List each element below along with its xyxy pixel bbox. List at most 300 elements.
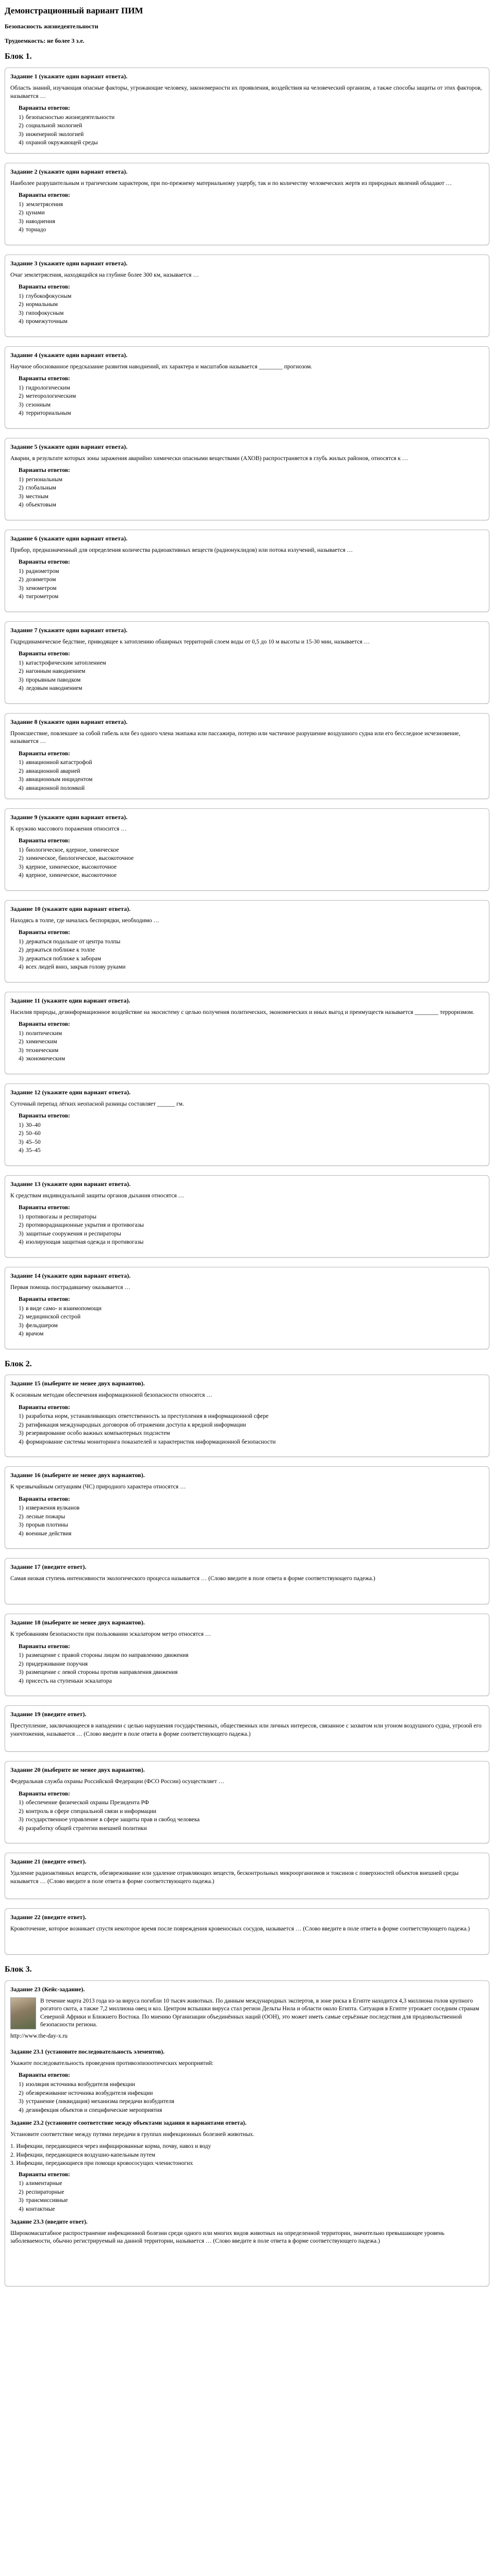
answers-label: Варианты ответов: bbox=[19, 929, 70, 936]
answers-block bbox=[19, 192, 484, 234]
answer-option[interactable] bbox=[19, 2090, 484, 2098]
task-question-text: Очаг землетрясения, находящийся на глубине более 300 км, называется … bbox=[10, 272, 199, 278]
answer-option[interactable] bbox=[19, 1322, 484, 1330]
answers-label: Варианты ответов: bbox=[19, 192, 70, 199]
answer-option[interactable] bbox=[19, 1504, 484, 1513]
block-2-title: Блок 2. bbox=[5, 1359, 32, 1368]
task-question-text: Аварии, в результате которых зоны заражения аварийно химически опасными веществами (АХОВ) распространяется в глубь жилых районов, относятся к … bbox=[10, 455, 408, 462]
answer-text: военные действия bbox=[26, 1530, 72, 1537]
subtask-23-2-answer-list bbox=[19, 2180, 484, 2213]
answers-block bbox=[19, 929, 484, 972]
answer-text: фельдшером bbox=[26, 1322, 58, 1329]
answer-text: ядерное, химическое, высокоточное bbox=[26, 872, 117, 879]
answer-number: 4) bbox=[19, 1331, 24, 1337]
task-card bbox=[5, 1375, 489, 1457]
answer-option[interactable] bbox=[19, 855, 484, 863]
answer-text: политическим bbox=[26, 1030, 62, 1037]
answers-label: Варианты ответов: bbox=[19, 376, 70, 382]
answer-number: 1) bbox=[19, 293, 24, 299]
answers-block bbox=[19, 558, 484, 601]
answer-text: тигрометром bbox=[26, 594, 59, 600]
answer-text: промежуточным bbox=[26, 318, 68, 325]
answer-option[interactable] bbox=[19, 1652, 484, 1660]
answer-option[interactable] bbox=[19, 768, 484, 776]
answer-text: радиометром bbox=[26, 568, 59, 574]
answer-option[interactable] bbox=[19, 1430, 484, 1438]
answer-number: 1) bbox=[19, 938, 24, 945]
subtask-23-1-answer-list bbox=[19, 2081, 484, 2114]
answer-option[interactable] bbox=[19, 209, 484, 217]
answer-text: наводнения bbox=[26, 218, 55, 225]
answer-number: 2) bbox=[19, 855, 24, 862]
answer-text: защитные сооружения и респираторы bbox=[26, 1230, 121, 1237]
answer-number: 3) bbox=[19, 776, 24, 783]
answer-number: 2) bbox=[19, 393, 24, 400]
answer-option[interactable] bbox=[19, 946, 484, 955]
answer-option[interactable] bbox=[19, 1047, 484, 1055]
task-card bbox=[5, 255, 489, 337]
answer-number: 2) bbox=[19, 1039, 24, 1045]
answer-option[interactable] bbox=[19, 201, 484, 209]
subject-line: Безопасность жизнедеятельности bbox=[5, 22, 98, 30]
task-card bbox=[5, 163, 489, 245]
answer-option[interactable] bbox=[19, 1421, 484, 1430]
answer-option[interactable] bbox=[19, 1825, 484, 1833]
answer-option[interactable] bbox=[19, 122, 484, 130]
answer-number: 1) bbox=[19, 1652, 24, 1659]
answer-number: 1) bbox=[19, 384, 24, 391]
task-question-text: Первая помощь пострадавшему оказывается … bbox=[10, 1284, 130, 1291]
answer-text: авиационной катастрофой bbox=[26, 759, 92, 766]
task-card bbox=[5, 530, 489, 612]
answer-option[interactable] bbox=[19, 938, 484, 946]
answer-text: держаться поближе к толпе bbox=[26, 947, 95, 954]
answers-label: Варианты ответов: bbox=[19, 1296, 70, 1303]
answer-option[interactable] bbox=[19, 1799, 484, 1807]
task-title: Задание 19 (введите ответ). bbox=[10, 1710, 87, 1718]
answer-number: 3) bbox=[19, 1139, 24, 1145]
answer-option[interactable] bbox=[19, 568, 484, 576]
answers-block bbox=[19, 650, 484, 693]
answer-number: 2) bbox=[19, 1314, 24, 1320]
task-card bbox=[5, 438, 489, 520]
subtask-23-2-answers bbox=[19, 2171, 484, 2214]
answer-number: 1) bbox=[19, 1030, 24, 1037]
answers-label: Варианты ответов: bbox=[19, 1643, 70, 1650]
answer-text: химическое, биологическое, высокоточное bbox=[26, 855, 134, 862]
answer-option[interactable] bbox=[19, 114, 484, 122]
answer-option[interactable] bbox=[19, 659, 484, 668]
task-question-text: К основным методам обеспечения информационной безопасности относятся … bbox=[10, 1392, 212, 1399]
task-card bbox=[5, 1466, 489, 1549]
answer-number: 3) bbox=[19, 2098, 24, 2105]
answer-number: 4) bbox=[19, 785, 24, 791]
answer-option[interactable] bbox=[19, 1816, 484, 1824]
answer-option[interactable] bbox=[19, 1313, 484, 1321]
answers-label: Варианты ответов: bbox=[19, 1205, 70, 1211]
match-item: 2. Инфекции, передающиеся воздушно-капельным путем bbox=[10, 2151, 156, 2158]
answer-number: 2) bbox=[19, 947, 24, 954]
answer-option[interactable] bbox=[19, 1130, 484, 1138]
answer-number: 2) bbox=[19, 1513, 24, 1520]
answer-option[interactable] bbox=[19, 2098, 484, 2106]
answer-number: 2) bbox=[19, 2189, 24, 2195]
task-card bbox=[5, 1083, 489, 1166]
answer-number: 4) bbox=[19, 1056, 24, 1062]
answer-number: 3) bbox=[19, 218, 24, 225]
subtask-23-2-text: Установите соответствие между путями передачи в группах инфекционных болезней животных. bbox=[10, 2131, 255, 2138]
duration-line: Трудоемкость: не более 3 з.е. bbox=[5, 37, 85, 45]
task-question-text: Находясь в толпе, где началась беспорядки, необходимо … bbox=[10, 917, 159, 924]
answer-text: резервирование особо важных компьютерных подсистем bbox=[26, 1430, 170, 1437]
answer-option[interactable] bbox=[19, 2206, 484, 2214]
case-bottom-space bbox=[10, 2250, 484, 2281]
answers-block bbox=[19, 1112, 484, 1155]
answer-text: лесные пожары bbox=[26, 1513, 65, 1520]
answer-text: хемометром bbox=[26, 585, 57, 591]
answer-number: 4) bbox=[19, 2206, 24, 2212]
task-title: Задание 12 (укажите один вариант ответа). bbox=[10, 1088, 131, 1096]
subtask-23-2-items bbox=[10, 2143, 484, 2168]
answer-number: 1) bbox=[19, 846, 24, 853]
answer-number: 3) bbox=[19, 1230, 24, 1237]
answer-text: ратификация международных договоров об отражении доступа к вредной информации bbox=[26, 1421, 246, 1428]
answer-text: авиационной аварией bbox=[26, 768, 80, 774]
answers-label: Варианты ответов: bbox=[19, 2171, 70, 2178]
answer-number: 2) bbox=[19, 1660, 24, 1667]
answer-option[interactable] bbox=[19, 401, 484, 410]
answers-block bbox=[19, 283, 484, 326]
task-question-text: Область знаний, изучающая опасные факторы, угрожающие человеку, закономерности их проявления, воздействия на человеческий организм, а также способы защиты от этих факторов, называется … bbox=[10, 85, 482, 99]
answer-option[interactable] bbox=[19, 293, 484, 301]
answer-text: респираторные bbox=[26, 2189, 64, 2195]
answer-text: держаться подальше от центра толпы bbox=[26, 938, 121, 945]
answer-text: трансмиссивные bbox=[26, 2197, 68, 2204]
answer-option[interactable] bbox=[19, 776, 484, 784]
answers-block bbox=[19, 105, 484, 147]
task-title: Задание 22 (введите ответ). bbox=[10, 1913, 87, 1921]
answer-number: 1) bbox=[19, 1413, 24, 1420]
answer-number: 4) bbox=[19, 594, 24, 600]
block-3-title: Блок 3. bbox=[5, 1965, 32, 1974]
answer-text: социальной экологией bbox=[26, 123, 83, 129]
answer-text: 50–60 bbox=[26, 1130, 41, 1137]
answer-number: 2) bbox=[19, 577, 24, 583]
answer-option[interactable] bbox=[19, 1677, 484, 1686]
answers-block bbox=[19, 1643, 484, 1686]
answer-option[interactable] bbox=[19, 1660, 484, 1669]
answer-option[interactable] bbox=[19, 872, 484, 880]
task-card bbox=[5, 1853, 489, 1899]
task-question-text: Прибор, предназначенный для определения количества радиоактивных веществ (радионуклидов) или потока излучений, называется … bbox=[10, 547, 353, 553]
task-question-text: Наиболее разрушительным и трагическим характером, при по-прежнему материальному ущербу, так и по количеству человеческих жертв из природных явлений обладают … bbox=[10, 180, 452, 187]
answer-number: 3) bbox=[19, 585, 24, 591]
answer-option[interactable] bbox=[19, 1530, 484, 1538]
answer-option[interactable] bbox=[19, 1239, 484, 1247]
answer-number: 1) bbox=[19, 1305, 24, 1312]
task-question-text: Насилия природы, дезинформационное воздействие на экосистему с целью получения политических, экономических и иных выгод и преимуществ называется ________ терроризмом. bbox=[10, 1009, 474, 1015]
answer-text: ядерное, химическое, высокоточное bbox=[26, 863, 117, 870]
answer-number: 3) bbox=[19, 310, 24, 316]
answer-text: 35–45 bbox=[26, 1147, 41, 1154]
answers-block bbox=[19, 1021, 484, 1063]
answer-option[interactable] bbox=[19, 2197, 484, 2205]
task-question-text: Научное обоснованное предсказание развития наводнений, их характера и масштабов называется ________ прогнозом. bbox=[10, 363, 312, 370]
answers-label: Варианты ответов: bbox=[19, 2072, 70, 2079]
answer-number: 1) bbox=[19, 1505, 24, 1512]
answer-option[interactable] bbox=[19, 963, 484, 972]
task-question-text: Федеральная служба охраны Российской Федерации (ФСО России) осуществляет … bbox=[10, 1778, 225, 1785]
answer-number: 1) bbox=[19, 476, 24, 483]
answer-number: 3) bbox=[19, 493, 24, 500]
answer-text: биологическое, ядерное, химическое bbox=[26, 846, 119, 853]
answer-option[interactable] bbox=[19, 310, 484, 318]
answer-option[interactable] bbox=[19, 218, 484, 226]
answer-option[interactable] bbox=[19, 1669, 484, 1677]
answer-number: 3) bbox=[19, 955, 24, 962]
answer-number: 4) bbox=[19, 964, 24, 971]
answer-text: разработка норм, устанавливающих ответственность за преступления в информационной сфере bbox=[26, 1413, 269, 1420]
answer-option[interactable] bbox=[19, 585, 484, 593]
task-question-text: Кровоточение, которое возникает спустя некоторое время после повреждения кровеносных сосудов, называется … (Слово введите в поле ответа в форме соответствующего падежа.) bbox=[10, 1926, 470, 1933]
answer-option[interactable] bbox=[19, 759, 484, 767]
answer-option[interactable] bbox=[19, 484, 484, 493]
answer-option[interactable] bbox=[19, 1213, 484, 1222]
answer-number: 3) bbox=[19, 1669, 24, 1676]
answer-number: 2) bbox=[19, 1808, 24, 1815]
answer-option[interactable] bbox=[19, 863, 484, 872]
answer-number: 4) bbox=[19, 140, 24, 146]
task-question-text: Гидродинамическое бедствие, приводящее к затоплению обширных территорий слоем воды от 0,5 до 10 м высоты и 15-30 мин, называется … bbox=[10, 638, 370, 645]
answer-text: противорадиационные укрытия и противогазы bbox=[26, 1222, 144, 1229]
answer-option[interactable] bbox=[19, 1521, 484, 1530]
answer-text: контактные bbox=[26, 2206, 55, 2212]
answer-option[interactable] bbox=[19, 501, 484, 510]
task-question-text: К чрезвычайным ситуациям (ЧС) природного характера относятся … bbox=[10, 1484, 186, 1490]
answer-option[interactable] bbox=[19, 318, 484, 326]
task-question-text: Суточный перепад лёгких неопасной разницы составляет ______ гм. bbox=[10, 1100, 184, 1107]
answer-option[interactable] bbox=[19, 1055, 484, 1063]
answer-text: метеорологическим bbox=[26, 393, 76, 400]
task-title: Задание 6 (укажите один вариант ответа). bbox=[10, 534, 128, 542]
answer-text: химическим bbox=[26, 1039, 57, 1045]
answer-option[interactable] bbox=[19, 393, 484, 401]
answer-number: 2) bbox=[19, 301, 24, 308]
match-item: 1. Инфекции, передающиеся через инфицированные корма, почву, навоз и воду bbox=[10, 2143, 211, 2150]
answer-number: 3) bbox=[19, 1322, 24, 1329]
task-title: Задание 18 (выберите не менее двух вариантов). bbox=[10, 1619, 145, 1626]
answer-option[interactable] bbox=[19, 2180, 484, 2188]
answer-number: 2) bbox=[19, 2090, 24, 2096]
task-question-text: Удаление радиоактивных веществ, обезвреживание или удаление отравляющих веществ, бесконтрольных микроорганизмов и токсинов с поверхностей объектов внешней среды называется … (Слово введите в поле ответа в форме соответствующего падежа.) bbox=[10, 1870, 459, 1885]
answer-option[interactable] bbox=[19, 955, 484, 963]
answer-number: 1) bbox=[19, 568, 24, 574]
answer-number: 2) bbox=[19, 485, 24, 492]
answer-text: держаться поближе к заборам bbox=[26, 955, 101, 962]
answer-option[interactable] bbox=[19, 1038, 484, 1046]
task-title: Задание 7 (укажите один вариант ответа). bbox=[10, 626, 128, 634]
answer-option[interactable] bbox=[19, 476, 484, 484]
subtask-23-1-answers bbox=[19, 2072, 484, 2114]
answer-option[interactable] bbox=[19, 301, 484, 309]
task-card bbox=[5, 1267, 489, 1349]
answer-text: экономическим bbox=[26, 1056, 65, 1062]
answers-label: Варианты ответов: bbox=[19, 1404, 70, 1411]
case-text: В течение марта 2013 года из-за вируса погибли 10 тысяч животных. По данным международных экспертов, в зоне риска в Египте находится 4,3 миллиона голов крупного рогатого скота, а также 7,2 миллиона овец и коз. Центром вспышки вируса стал регион Дельты Нила и области около Египта. Ситуация в Египте угрожает соседним странам Северной Африки и Ближнего Востока. По мнению Организации объединённых наций (ООН), это может иметь самые серьёзные последствия для продовольственной безопасности региона. bbox=[40, 1997, 480, 2028]
answers-block bbox=[19, 1790, 484, 1833]
task-card bbox=[5, 992, 489, 1074]
answer-option[interactable] bbox=[19, 1147, 484, 1155]
answer-text: объектовым bbox=[26, 502, 56, 509]
task-title: Задание 4 (укажите один вариант ответа). bbox=[10, 351, 128, 359]
subtask-23-3-title: Задание 23.3 (введите ответ). bbox=[10, 2219, 88, 2226]
answer-option[interactable] bbox=[19, 131, 484, 139]
answer-option[interactable] bbox=[19, 1305, 484, 1313]
answer-number: 1) bbox=[19, 659, 24, 666]
answer-number: 1) bbox=[19, 1122, 24, 1128]
answer-number: 3) bbox=[19, 1047, 24, 1054]
answers-label: Варианты ответов: bbox=[19, 1113, 70, 1120]
task-question-text: К требованиям безопасности при пользовании эскалатором метро относятся … bbox=[10, 1631, 211, 1638]
answer-option[interactable] bbox=[19, 1808, 484, 1816]
block-1-tasks bbox=[5, 67, 489, 1349]
answer-text: гидрологическим bbox=[26, 384, 70, 391]
answer-text: обезвреживание источника возбудителя инфекции bbox=[26, 2090, 153, 2096]
task-card bbox=[5, 67, 489, 154]
task-question-text: К оружию массового поражения относится … bbox=[10, 825, 127, 832]
answer-option[interactable] bbox=[19, 785, 484, 793]
task-title: Задание 21 (введите ответ). bbox=[10, 1858, 87, 1866]
answer-option[interactable] bbox=[19, 1230, 484, 1239]
answer-option[interactable] bbox=[19, 1413, 484, 1421]
answer-option[interactable] bbox=[19, 226, 484, 234]
match-item: 3. Инфекции, передающиеся при помощи кровососущих членистоногих bbox=[10, 2160, 193, 2167]
answer-option[interactable] bbox=[19, 846, 484, 855]
answer-option[interactable] bbox=[19, 1330, 484, 1338]
answer-option[interactable] bbox=[19, 384, 484, 393]
answer-text: катастрофическим затоплением bbox=[26, 659, 106, 666]
task-card bbox=[5, 808, 489, 891]
task-title: Задание 8 (укажите один вариант ответа). bbox=[10, 718, 128, 725]
case-photo bbox=[10, 1997, 36, 2029]
answer-number: 4) bbox=[19, 1530, 24, 1537]
answer-number: 4) bbox=[19, 502, 24, 509]
task-card bbox=[5, 621, 489, 704]
answer-number: 3) bbox=[19, 401, 24, 408]
answer-number: 1) bbox=[19, 1800, 24, 1806]
answer-option[interactable] bbox=[19, 685, 484, 693]
answer-number: 3) bbox=[19, 131, 24, 138]
answer-option[interactable] bbox=[19, 593, 484, 601]
answer-option[interactable] bbox=[19, 676, 484, 685]
answers-block bbox=[19, 1404, 484, 1447]
answer-text: местным bbox=[26, 493, 48, 500]
answer-number: 4) bbox=[19, 872, 24, 879]
answers-label: Варианты ответов: bbox=[19, 1790, 70, 1797]
answers-label: Варианты ответов: bbox=[19, 1021, 70, 1028]
answer-number: 2) bbox=[19, 210, 24, 216]
answer-text: охраной окружающей среды bbox=[26, 140, 98, 146]
answer-text: медицинской сестрой bbox=[26, 1314, 81, 1320]
task-title: Задание 16 (выберите не менее двух вариантов). bbox=[10, 1471, 145, 1479]
answer-text: размещение с правой стороны лицом по направлению движения bbox=[26, 1652, 189, 1659]
answer-option[interactable] bbox=[19, 2107, 484, 2115]
answer-number: 1) bbox=[19, 201, 24, 208]
answers-label: Варианты ответов: bbox=[19, 284, 70, 291]
answer-text: извержения вулканов bbox=[26, 1505, 80, 1512]
answer-text: устранение (ликвидация) механизма передачи возбудителя bbox=[26, 2098, 174, 2105]
answer-number: 4) bbox=[19, 685, 24, 692]
answer-text: алиментарные bbox=[26, 2180, 62, 2187]
answer-number: 4) bbox=[19, 318, 24, 325]
task-card bbox=[5, 1614, 489, 1696]
answer-text: изоляция источника возбудителя инфекции bbox=[26, 2081, 135, 2088]
answers-block bbox=[19, 1496, 484, 1538]
page-title: Демонстрационный вариант ПИМ bbox=[5, 6, 143, 15]
task-title: Задание 14 (укажите один вариант ответа). bbox=[10, 1272, 131, 1279]
answers-block bbox=[19, 1296, 484, 1338]
answer-number: 2) bbox=[19, 123, 24, 129]
answers-label: Варианты ответов: bbox=[19, 750, 70, 757]
answer-option[interactable] bbox=[19, 410, 484, 418]
answer-number: 3) bbox=[19, 1522, 24, 1529]
answer-text: противогазы и респираторы bbox=[26, 1213, 96, 1220]
answer-number: 4) bbox=[19, 2107, 24, 2113]
answer-text: авиационной поломкой bbox=[26, 785, 85, 791]
answer-option[interactable] bbox=[19, 1122, 484, 1130]
answer-text: техническим bbox=[26, 1047, 59, 1054]
answers-label: Варианты ответов: bbox=[19, 651, 70, 657]
subtask-23-1-text: Укажите последовательность проведения противоэпизоотических мероприятий: bbox=[10, 2060, 213, 2066]
answer-number: 4) bbox=[19, 1147, 24, 1154]
answers-label: Варианты ответов: bbox=[19, 467, 70, 474]
answer-option[interactable] bbox=[19, 1438, 484, 1447]
answer-text: всех людей вниз, закрыв голову руками bbox=[26, 964, 126, 971]
answer-text: государственное управление в сфере защиты прав и свобод человека bbox=[26, 1817, 200, 1823]
answer-text: безопасностью жизнедеятельности bbox=[26, 114, 115, 121]
answer-option[interactable] bbox=[19, 576, 484, 584]
answer-option[interactable] bbox=[19, 1139, 484, 1147]
answer-number: 2) bbox=[19, 768, 24, 774]
answer-text: 30–40 bbox=[26, 1122, 41, 1128]
task-question-text: Преступление, заключающееся в нападении с целью нарушения государственных, общественных или личных интересов, связанное с захватом или угоном воздушного судна, угрозой его уничтожения, называется … (Слово введите в поле ответа в форме соответствующего падежа.) bbox=[10, 1723, 482, 1737]
answer-option[interactable] bbox=[19, 668, 484, 676]
task-title: Задание 5 (укажите один вариант ответа). bbox=[10, 443, 128, 450]
task-card bbox=[5, 713, 489, 799]
answer-text: присесть на ступеньки эскалатора bbox=[26, 1677, 112, 1684]
answer-number: 1) bbox=[19, 2180, 24, 2187]
answer-option[interactable] bbox=[19, 2081, 484, 2089]
answer-option[interactable] bbox=[19, 1222, 484, 1230]
answers-block bbox=[19, 1204, 484, 1247]
answer-option[interactable] bbox=[19, 493, 484, 501]
answer-option[interactable] bbox=[19, 2189, 484, 2197]
answer-text: цунами bbox=[26, 210, 45, 216]
answer-text: прорывным паводком bbox=[26, 676, 81, 683]
answer-number: 4) bbox=[19, 1825, 24, 1832]
answers-label: Варианты ответов: bbox=[19, 105, 70, 112]
answer-option[interactable] bbox=[19, 1030, 484, 1038]
answer-option[interactable] bbox=[19, 1513, 484, 1521]
task-title: Задание 1 (укажите один вариант ответа). bbox=[10, 72, 128, 80]
answer-text: глубокофокусным bbox=[26, 293, 72, 299]
answer-number: 4) bbox=[19, 1677, 24, 1684]
task-card bbox=[5, 1558, 489, 1604]
answer-text: нормальным bbox=[26, 301, 58, 308]
answer-option[interactable] bbox=[19, 139, 484, 147]
task-title: Задание 15 (выберите не менее двух вариантов). bbox=[10, 1380, 145, 1387]
answer-number: 4) bbox=[19, 410, 24, 417]
